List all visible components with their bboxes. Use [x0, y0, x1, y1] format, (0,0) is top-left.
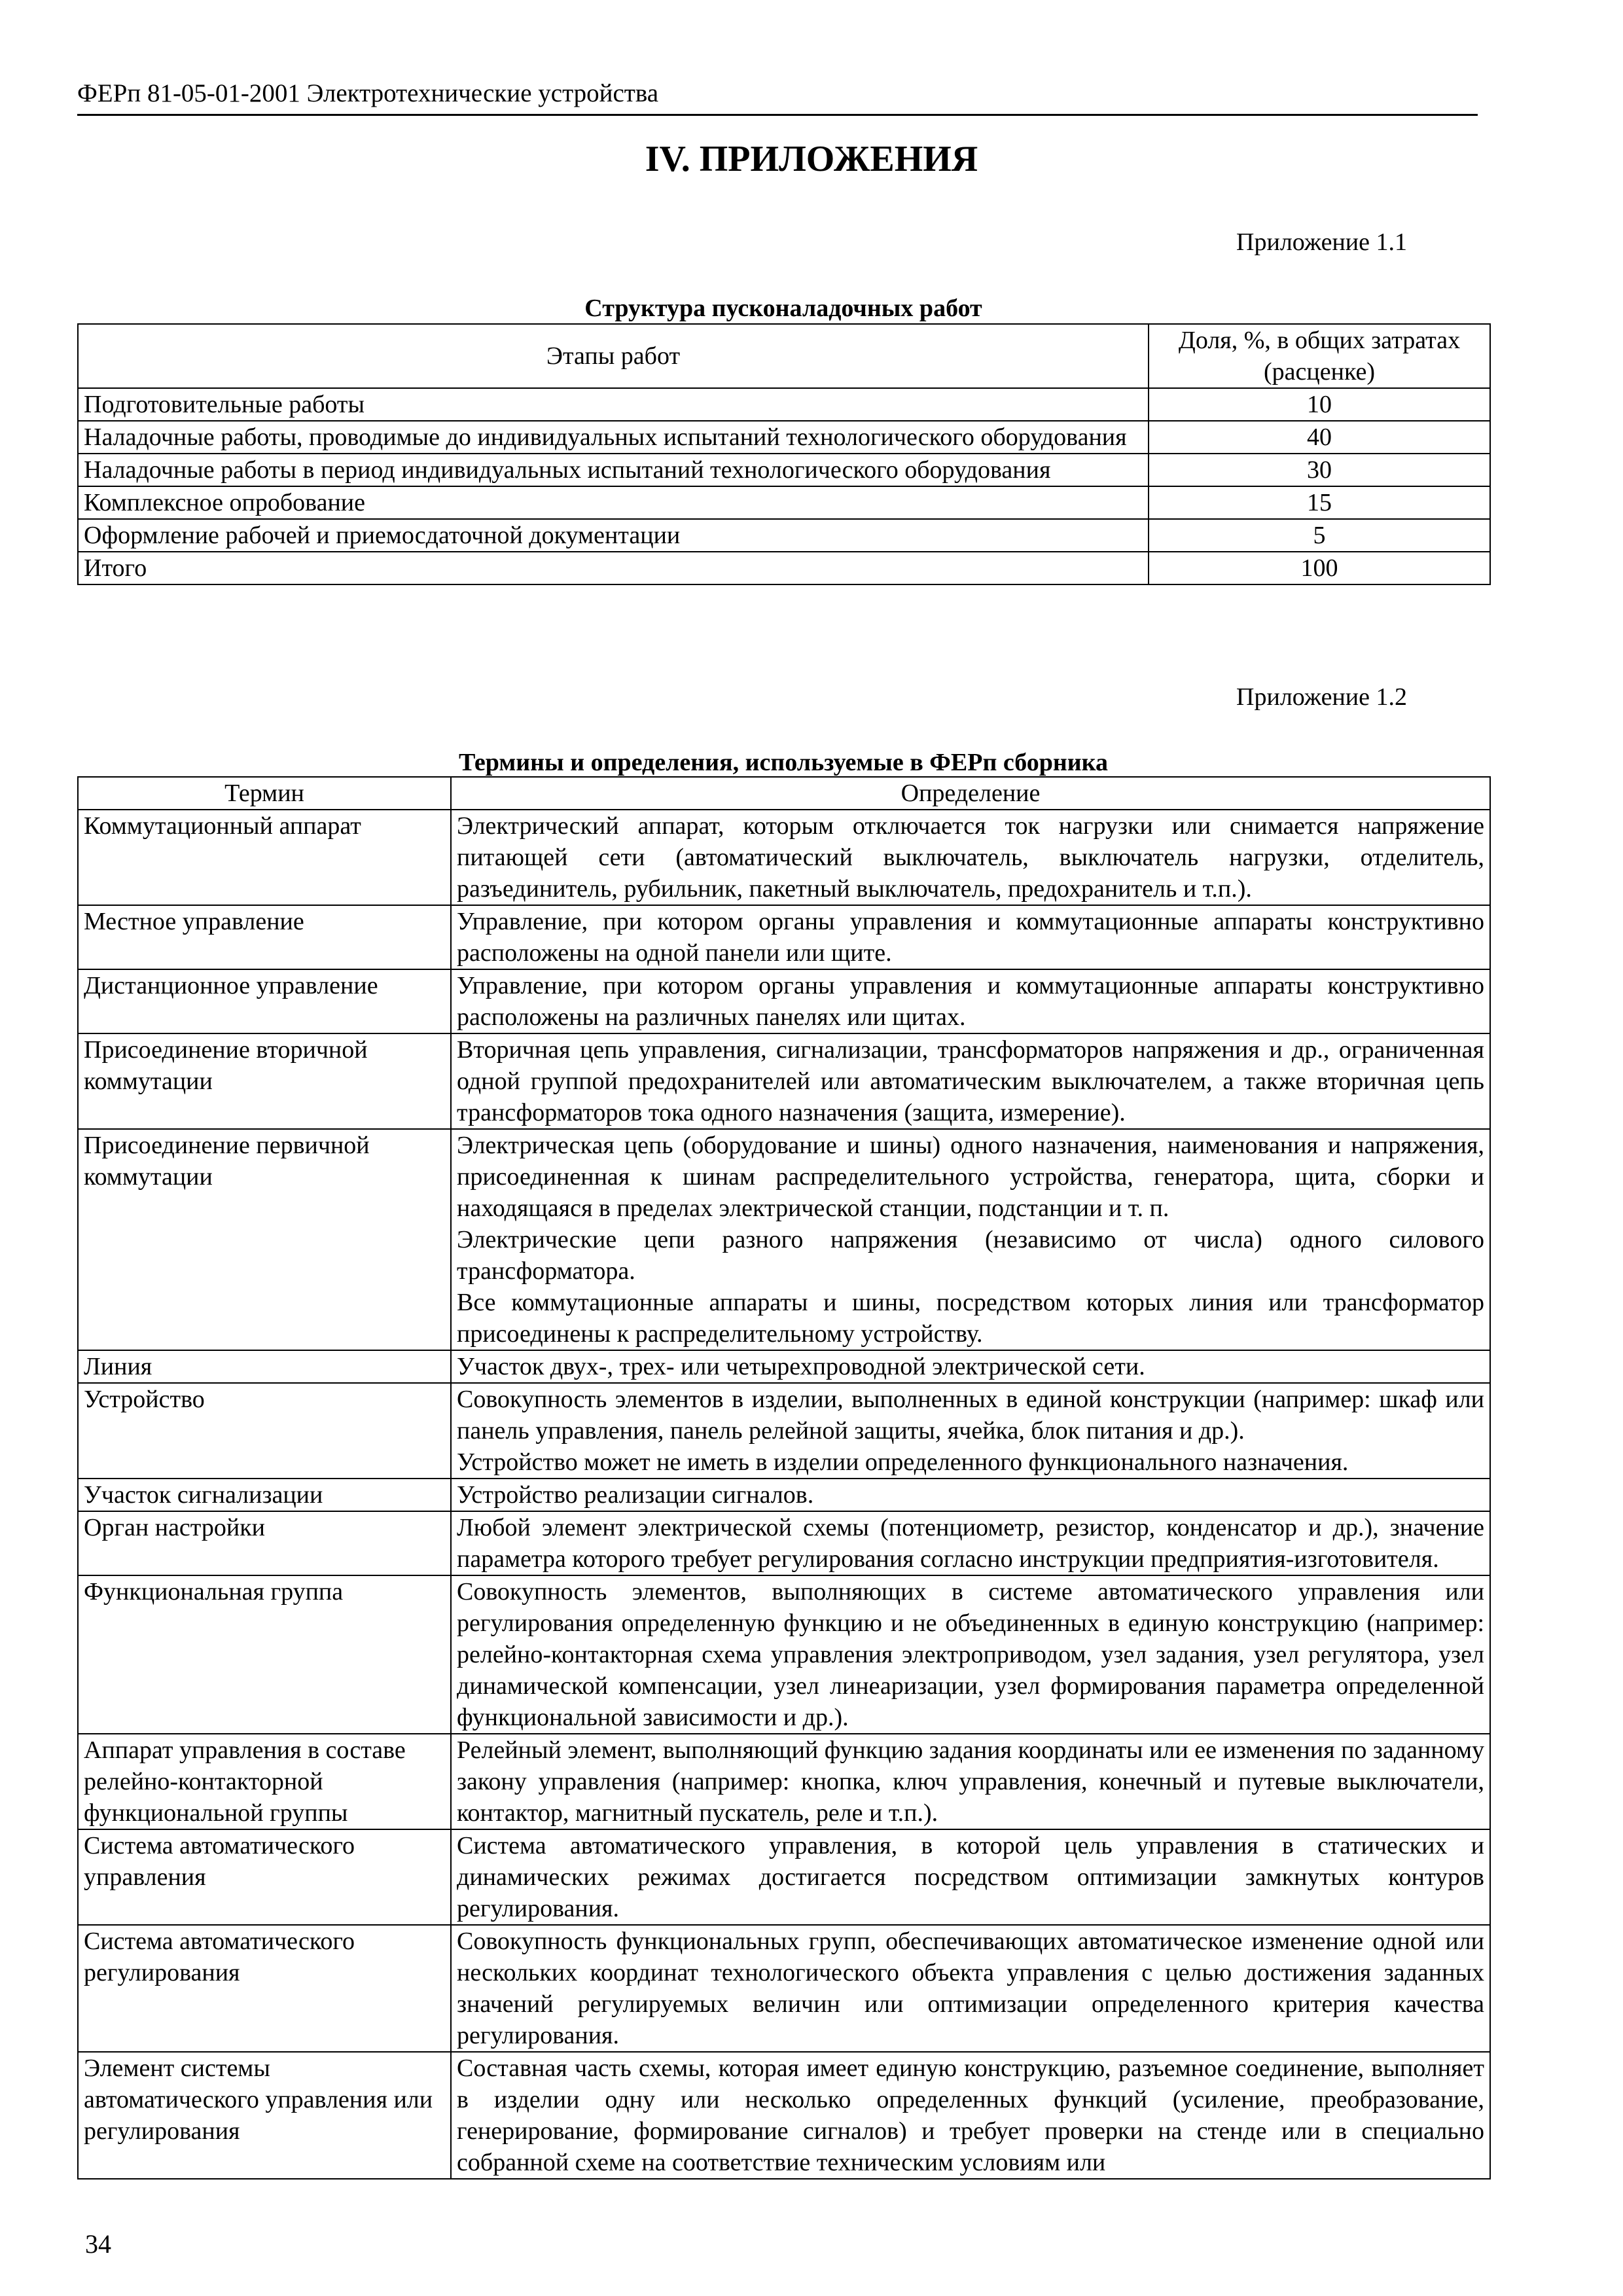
term-cell: Коммутационный аппарат — [78, 810, 451, 905]
term-cell: Устройство — [78, 1383, 451, 1479]
share-cell: 5 — [1149, 519, 1490, 552]
definition-paragraph: Электрическая цепь (оборудование и шины) одного назначения, наименования и напряжения, присоединенная к шинам распределительного устройства, генератора, щита, сборки и находящаяся в пределах электрической станции, подстанции и т. п. — [457, 1132, 1484, 1222]
stage-cell: Оформление рабочей и приемосдаточной документации — [78, 519, 1149, 552]
appendix-1-label: Приложение 1.1 — [1236, 228, 1407, 256]
definition-paragraph: Вторичная цепь управления, сигнализации, трансформаторов напряжения и др., ограниченная одной группой предохранителей или автоматическим выключателем, а также вторичная цепь трансформаторов тока одного назначения (защита, измерение). — [457, 1036, 1484, 1126]
term-cell: Линия — [78, 1350, 451, 1383]
definition-paragraph: Составная часть схемы, которая имеет единую конструкцию, разъемное соединение, выполняет в изделии одну или несколько определенных функций (усиление, преобразование, генерирование, формирование сигналов) и требует проверки на стенде или в специально собранной схеме на соответствие техническим условиям или — [457, 2054, 1484, 2176]
column-header-share: Доля, %, в общих затратах (расценке) — [1149, 324, 1490, 388]
appendix-2-caption: Термины и определения, используемые в ФЕРп сборника — [459, 749, 1108, 776]
term-cell: Элемент системы автоматического управления или регулирования — [78, 2052, 451, 2179]
table-row — [78, 810, 1490, 905]
term-cell: Присоединение первичной коммутации — [78, 1129, 451, 1350]
definition-paragraph: Управление, при котором органы управления и коммутационные аппараты конструктивно расположены на одной панели или щите. — [457, 908, 1484, 967]
stage-cell: Подготовительные работы — [78, 388, 1149, 421]
definition-cell — [451, 810, 1490, 905]
column-header-definition: Определение — [451, 777, 1490, 810]
appendix-2-label: Приложение 1.2 — [1236, 683, 1407, 711]
definition-cell — [451, 1511, 1490, 1575]
definition-cell — [451, 1383, 1490, 1479]
table-row — [78, 1925, 1490, 2052]
definition-paragraph: Устройство реализации сигналов. — [457, 1481, 814, 1509]
term-cell: Местное управление — [78, 905, 451, 969]
definition-paragraph: Система автоматического управления, в которой цель управления в статических и динамических режимах достигается посредством оптимизации замкнутых контуров регулирования. — [457, 1832, 1484, 1922]
table-row — [78, 905, 1490, 969]
definition-cell — [451, 1734, 1490, 1829]
definition-cell — [451, 1829, 1490, 1925]
column-header-term: Термин — [78, 777, 451, 810]
page-number: 34 — [85, 2229, 111, 2259]
column-header-stage: Этапы работ — [78, 324, 1149, 388]
table-row — [78, 1734, 1490, 1829]
table-row — [78, 1350, 1490, 1383]
share-cell: 10 — [1149, 388, 1490, 421]
stage-cell: Наладочные работы в период индивидуальных испытаний технологического оборудования — [78, 454, 1149, 486]
share-cell: 15 — [1149, 486, 1490, 519]
definition-paragraph: Релейный элемент, выполняющий функцию задания координаты или ее изменения по заданному закону управления (например: кнопка, ключ управления, конечный и путевые выключатели, контактор, магнитный пускатель, реле и т.п.). — [457, 1736, 1484, 1827]
term-cell: Присоединение вторичной коммутации — [78, 1033, 451, 1129]
definition-paragraph: Совокупность функциональных групп, обеспечивающих автоматическое изменение одной или нескольких координат технологического объекта управления с целью достижения заданных значений регулируемых величин или оптимизации определенного критерия качества регулирования. — [457, 1928, 1484, 2049]
definition-paragraph: Управление, при котором органы управления и коммутационные аппараты конструктивно расположены на различных панелях или щитах. — [457, 972, 1484, 1031]
table-row — [78, 1511, 1490, 1575]
definition-paragraph: Все коммутационные аппараты и шины, посредством которых линия или трансформатор присоединены к распределительному устройству. — [457, 1289, 1484, 1348]
definition-cell — [451, 2052, 1490, 2179]
stage-cell: Комплексное опробование — [78, 486, 1149, 519]
term-cell: Участок сигнализации — [78, 1479, 451, 1511]
definition-cell — [451, 1575, 1490, 1734]
share-cell: 40 — [1149, 421, 1490, 454]
table-row — [78, 1479, 1490, 1511]
stage-cell: Наладочные работы, проводимые до индивидуальных испытаний технологического оборудования — [78, 421, 1149, 454]
share-cell: 30 — [1149, 454, 1490, 486]
table-row — [78, 1575, 1490, 1734]
definition-paragraph: Электрический аппарат, которым отключается ток нагрузки или снимается напряжение питающей сети (автоматический выключатель, выключатель нагрузки, отделитель, разъединитель, рубильник, пакетный выключатель, предохранитель и т.п.). — [457, 812, 1484, 903]
table-row — [78, 1383, 1490, 1479]
term-cell: Система автоматического управления — [78, 1829, 451, 1925]
table-row — [78, 1829, 1490, 1925]
definition-paragraph: Электрические цепи разного напряжения (независимо от числа) одного силового трансформатора. — [457, 1226, 1484, 1285]
definition-cell — [451, 1350, 1490, 1383]
appendix-1-caption: Структура пусконаладочных работ — [584, 295, 982, 322]
table-row — [78, 486, 1490, 519]
table-row — [78, 552, 1490, 584]
work-structure-rows — [78, 388, 1490, 584]
page-title: IV. ПРИЛОЖЕНИЯ — [645, 139, 978, 179]
definition-paragraph: Совокупность элементов, выполняющих в системе автоматического управления или регулирования определенную функцию и не объединенных в единую конструкцию (например: релейно-контакторная схема управления электроприводом, узел задания, узел регулятора, узел динамической компенсации, узел линеаризации, узел формирования параметра определенной функциональной зависимости и др.). — [457, 1578, 1484, 1731]
table-row — [78, 454, 1490, 486]
definition-cell — [451, 1479, 1490, 1511]
definition-cell — [451, 969, 1490, 1033]
table-row — [78, 969, 1490, 1033]
terms-rows — [78, 810, 1490, 2179]
definition-paragraph: Совокупность элементов в изделии, выполненных в единой конструкции (например: шкаф или панель управления, панель релейной защиты, ячейка, блок питания и др.). — [457, 1386, 1484, 1444]
term-cell: Функциональная группа — [78, 1575, 451, 1734]
term-cell: Аппарат управления в составе релейно-контакторной функциональной группы — [78, 1734, 451, 1829]
table-header-row — [78, 777, 1490, 810]
definition-paragraph: Устройство может не иметь в изделии определенного функционального назначения. — [457, 1448, 1349, 1476]
table-row — [78, 2052, 1490, 2179]
definition-cell — [451, 905, 1490, 969]
running-header: ФЕРп 81-05-01-2001 Электротехнические устройства — [77, 73, 1478, 116]
table-row — [78, 1129, 1490, 1350]
table-header-row — [78, 324, 1490, 388]
terms-table — [77, 776, 1491, 2179]
table-row — [78, 388, 1490, 421]
definition-paragraph: Любой элемент электрической схемы (потенциометр, резистор, конденсатор и др.), значение параметра которого требует регулирования согласно инструкции предприятия-изготовителя. — [457, 1514, 1484, 1573]
definition-cell — [451, 1129, 1490, 1350]
table-row — [78, 519, 1490, 552]
term-cell: Система автоматического регулирования — [78, 1925, 451, 2052]
definition-cell — [451, 1033, 1490, 1129]
table-row — [78, 1033, 1490, 1129]
share-cell: 100 — [1149, 552, 1490, 584]
term-cell: Орган настройки — [78, 1511, 451, 1575]
definition-cell — [451, 1925, 1490, 2052]
work-structure-table — [77, 323, 1491, 585]
definition-paragraph: Участок двух-, трех- или четырехпроводной электрической сети. — [457, 1353, 1145, 1380]
stage-cell: Итого — [78, 552, 1149, 584]
table-row — [78, 421, 1490, 454]
term-cell: Дистанционное управление — [78, 969, 451, 1033]
